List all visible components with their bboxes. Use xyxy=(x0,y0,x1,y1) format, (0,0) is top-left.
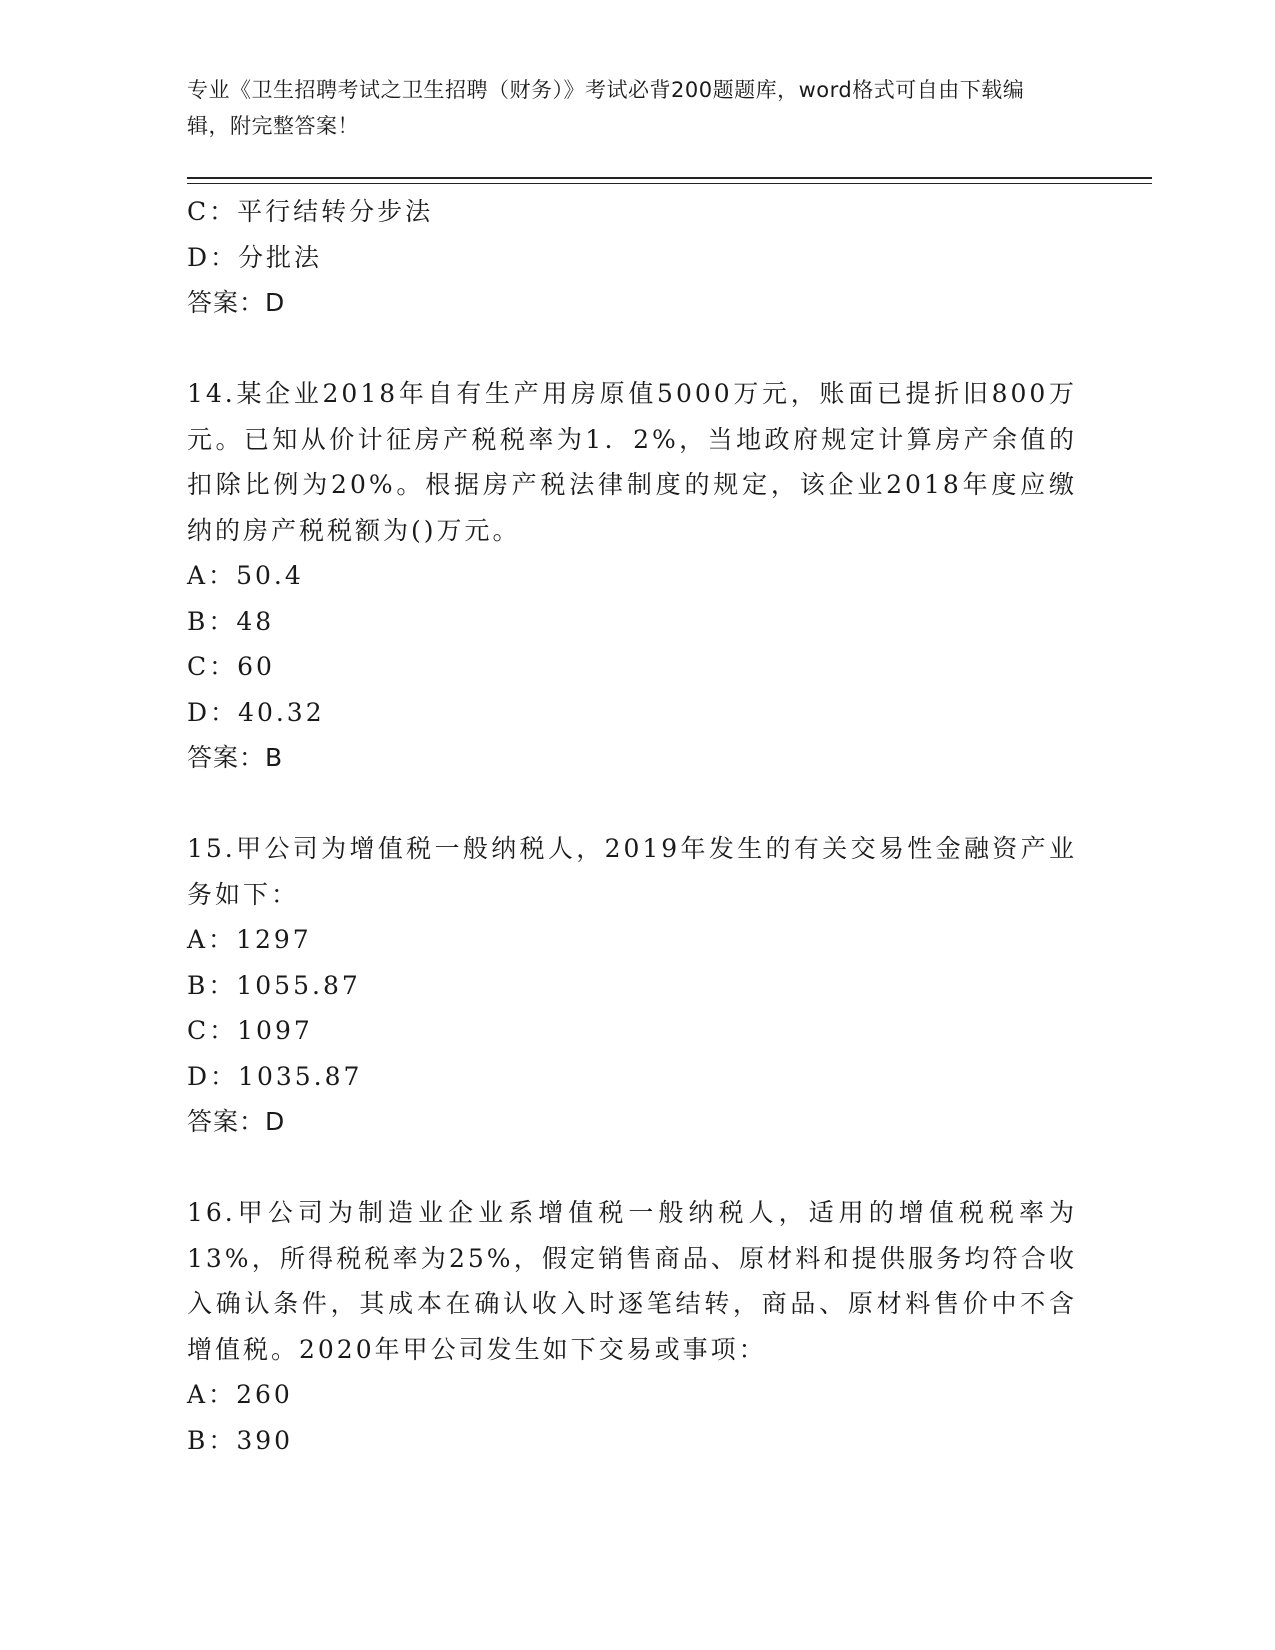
option-label: A： xyxy=(187,561,237,590)
document-body xyxy=(187,189,1077,1463)
option-label: B： xyxy=(187,1425,237,1455)
option-text: 48 xyxy=(236,606,275,636)
question-15 xyxy=(187,826,1077,1145)
spacer xyxy=(187,326,1077,372)
spacer xyxy=(187,1145,1077,1191)
option-label: C： xyxy=(187,652,238,681)
option-text: 平行结转分步法 xyxy=(237,197,434,226)
option-text: 60 xyxy=(237,652,275,681)
answer-line: 答案：B xyxy=(187,743,284,772)
spacer xyxy=(187,781,1077,827)
option-label: C： xyxy=(187,1016,238,1045)
document-header: 专业《卫生招聘考试之卫生招聘（财务）》考试必背200题题库，word格式可自由下载编辑，附完整答案！ xyxy=(187,78,1025,138)
option-text: 390 xyxy=(236,1425,294,1455)
option-text: 分批法 xyxy=(238,242,323,272)
answer-line: 答案：D xyxy=(187,1107,286,1136)
question-stem: 16.甲公司为制造业企业系增值税一般纳税人，适用的增值税税率为13%，所得税税率为25%，假定销售商品、原材料和提供服务均符合收入确认条件，其成本在确认收入时逐笔结转，商品、原材料售价中不含增值税。2020年甲公司发生如下交易或事项： xyxy=(187,1198,1077,1364)
option-text: 1097 xyxy=(237,1016,313,1045)
option-c xyxy=(187,1008,1077,1054)
option-text: 260 xyxy=(236,1380,293,1409)
question-14 xyxy=(187,371,1077,781)
option-label: B： xyxy=(187,606,237,636)
option-a xyxy=(187,553,1077,599)
option-b xyxy=(187,599,1077,645)
option-label: C： xyxy=(187,197,238,226)
answer-line: 答案：D xyxy=(187,288,286,317)
option-b xyxy=(187,1418,1077,1464)
header-rule-thick xyxy=(187,177,1152,179)
option-a xyxy=(187,1372,1077,1418)
option-c xyxy=(187,644,1077,690)
option-text: 40.32 xyxy=(238,697,325,727)
option-label: B： xyxy=(187,970,237,1000)
option-d xyxy=(187,1054,1077,1100)
option-text: 1297 xyxy=(236,925,312,954)
option-label: A： xyxy=(187,925,237,954)
question-stem: 14.某企业2018年自有生产用房原值5000万元，账面已提折旧800万元。已知从价计征房产税税率为1．2%，当地政府规定计算房产余值的扣除比例为20%。根据房产税法律制度的规定，该企业2018年度应缴纳的房产税税额为()万元。 xyxy=(187,379,1077,545)
option-label: A： xyxy=(187,1380,237,1409)
header-rule-thin xyxy=(187,183,1152,184)
question-stem: 15.甲公司为增值税一般纳税人，2019年发生的有关交易性金融资产业务如下： xyxy=(187,834,1077,909)
option-d xyxy=(187,235,1077,281)
option-label: D： xyxy=(187,242,239,272)
option-a xyxy=(187,917,1077,963)
option-text: 1035.87 xyxy=(238,1061,363,1091)
option-text: 1055.87 xyxy=(236,970,361,1000)
option-d xyxy=(187,690,1077,736)
option-b xyxy=(187,963,1077,1009)
option-text: 50.4 xyxy=(236,561,304,590)
option-c xyxy=(187,189,1077,235)
option-label: D： xyxy=(187,697,239,727)
option-label: D： xyxy=(187,1061,239,1091)
question-13-tail xyxy=(187,189,1077,326)
question-16 xyxy=(187,1190,1077,1463)
